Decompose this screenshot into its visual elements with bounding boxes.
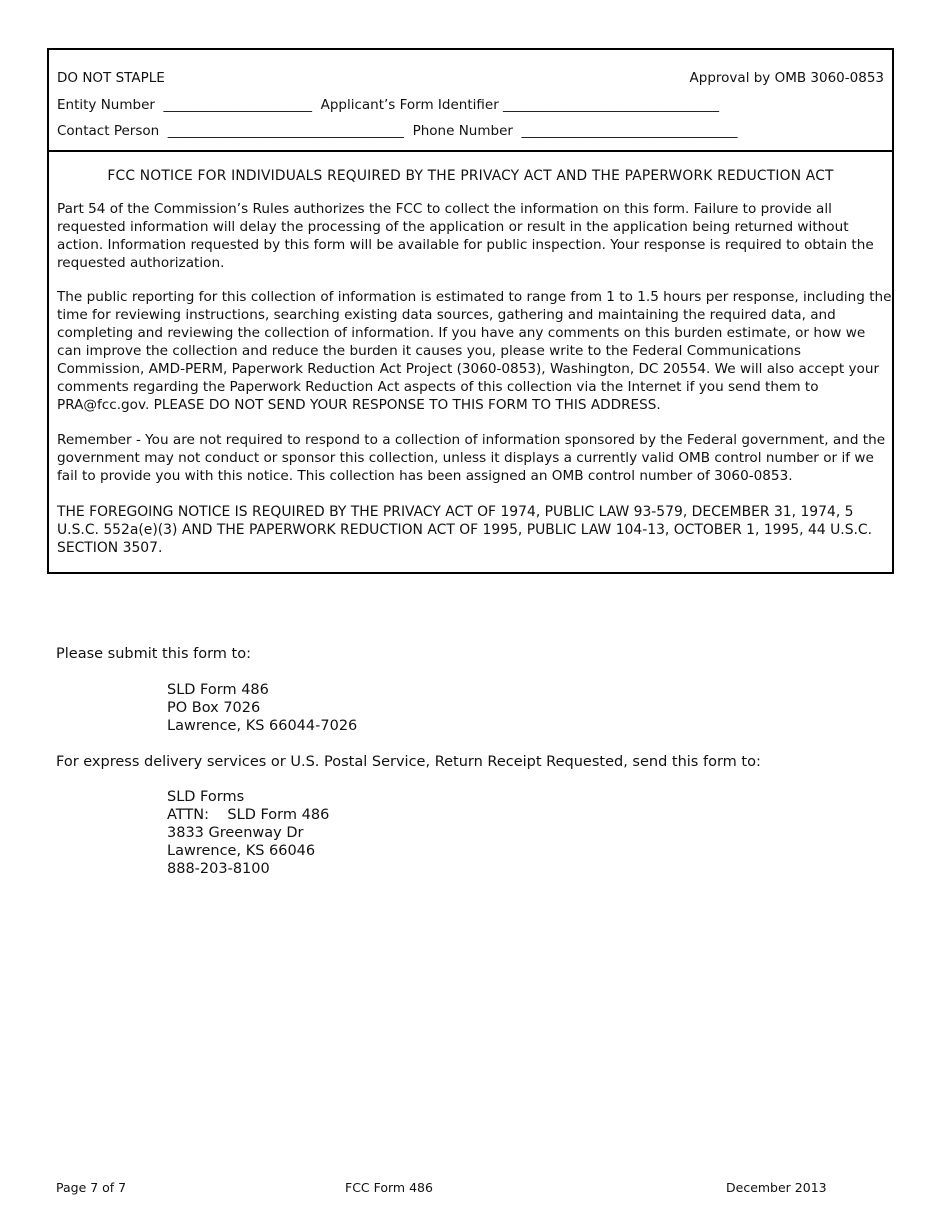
express-delivery-intro: For express delivery services or U.S. Postal Service, Return Receipt Requested, send this form to: — [56, 754, 761, 770]
page-number: Page 7 of 7 — [56, 1180, 127, 1195]
contact-person-line: Contact Person ___________________________________ Phone Number ________________________________ — [57, 123, 738, 139]
submit-intro: Please submit this form to: — [56, 646, 251, 662]
address-line: SLD Form 486 — [167, 682, 269, 698]
express-address — [167, 788, 329, 878]
notice-paragraph-2: The public reporting for this collection of information is estimated to range from 1 to 1.5 hours per response, including the time for reviewing instructions, searching existing data sources, gathering and maintaining the required data, and completing and reviewing the collection of information. If you have any comments on this burden estimate, or how we can improve the collection and reduce the burden it causes you, please write to the Federal Communications Commission, AMD-PERM, Paperwork Reduction Act Project (3060-0853), Washington, DC 20554. We will also accept your comments regarding the Paperwork Reduction Act aspects of this collection via the Internet if you send them to PRA@fcc.gov. PLEASE DO NOT SEND YOUR RESPONSE TO THIS FORM TO THIS ADDRESS. — [57, 289, 892, 413]
address-line: PO Box 7026 — [167, 700, 261, 716]
revision-date: December 2013 — [726, 1180, 827, 1195]
notice-title: FCC NOTICE FOR INDIVIDUALS REQUIRED BY THE PRIVACY ACT AND THE PAPERWORK REDUCTION ACT — [107, 168, 834, 184]
notice-paragraph-3: Remember - You are not required to respond to a collection of information sponsored by the Federal government, and the government may not conduct or sponsor this collection, unless it displays a currently valid OMB control number or if we fail to provide you with this notice. This collection has been assigned an OMB control number of 3060-0853. — [57, 432, 886, 484]
do-not-staple-label: DO NOT STAPLE — [57, 70, 165, 86]
form-box — [47, 48, 894, 574]
form-header — [49, 50, 892, 152]
address-line: Lawrence, KS 66046 — [167, 843, 316, 859]
address-line: SLD Forms — [167, 789, 245, 805]
notice-paragraph-1: Part 54 of the Commission’s Rules authorizes the FCC to collect the information on this form. Failure to provide all requested information will delay the processing of the application or result in the application being returned without action. Information requested by this form will be available for public inspection. Your response is required to obtain the requested authorization. — [57, 201, 874, 271]
entity-number-line: Entity Number ______________________ Applicant’s Form Identifier ________________________________ — [57, 97, 720, 113]
notice-paragraph-4: THE FOREGOING NOTICE IS REQUIRED BY THE PRIVACY ACT OF 1974, PUBLIC LAW 93-579, DECEMBER 31, 1974, 5 U.S.C. 552a(e)(3) AND THE PAPERWORK REDUCTION ACT OF 1995, PUBLIC LAW 104-13, OCTOBER 1, 1995, 44 U.S.C. SECTION 3507. — [57, 504, 873, 556]
phone-number: 888-203-8100 — [167, 861, 270, 877]
address-line: Lawrence, KS 66044-7026 — [167, 718, 358, 734]
omb-approval-label: Approval by OMB 3060-0853 — [689, 70, 884, 86]
address-line: ATTN: SLD Form 486 — [167, 807, 330, 823]
form-name: FCC Form 486 — [345, 1180, 433, 1195]
mailing-address — [167, 681, 357, 735]
address-line: 3833 Greenway Dr — [167, 825, 304, 841]
